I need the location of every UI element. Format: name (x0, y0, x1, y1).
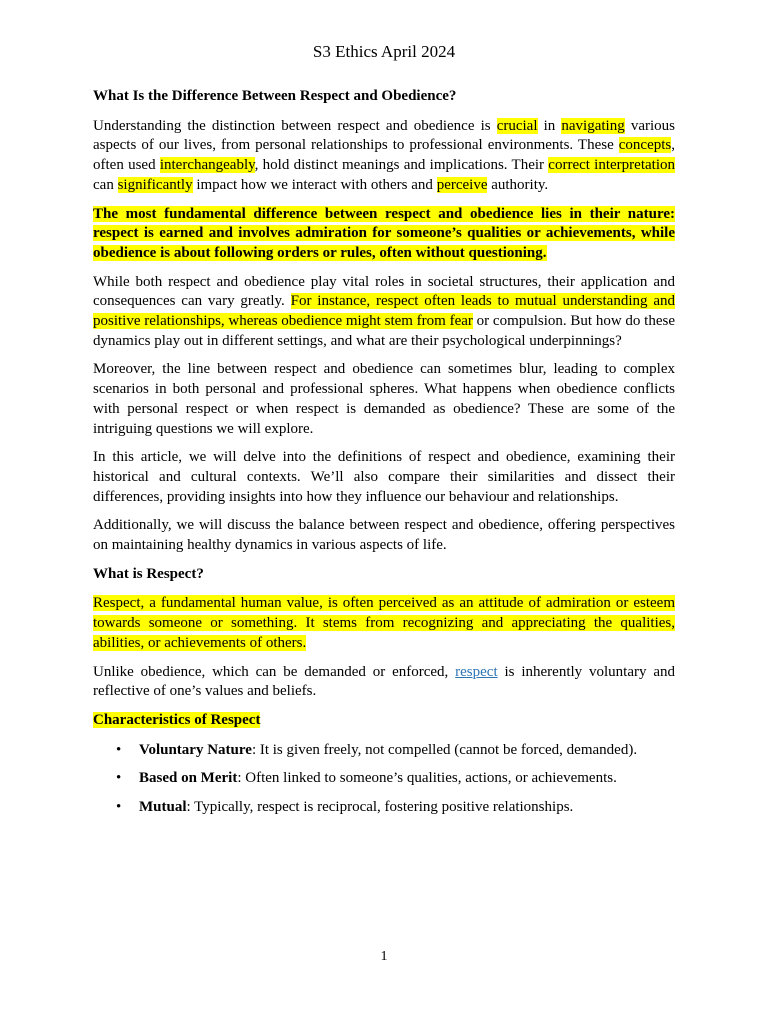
highlighted-text: significantly (117, 176, 193, 193)
text-run: Unlike obedience, which can be demanded or enforced, (93, 663, 456, 680)
text-run: Understanding the distinction between respect and obedience is (93, 117, 497, 134)
list-item: • Based on Merit: Often linked to someone’s qualities, actions, or achievements. (139, 769, 675, 789)
section-heading-respect: What is Respect? (93, 565, 204, 582)
paragraph-blur: Moreover, the line between respect and obedience can sometimes blur, leading to complex scenarios in both personal and professional spheres. What happens when obedience conflicts with personal respect or when respect is demanded as obedience? These are some of the intriguing questions we will explore. (93, 361, 675, 437)
text-run: , often used (93, 137, 675, 174)
text-run: authority. (487, 176, 549, 193)
paragraph-balance: Additionally, we will discuss the balance between respect and obedience, offering perspectives on maintaining healthy dynamics in various aspects of life. (93, 517, 675, 554)
highlighted-text: crucial (496, 117, 538, 134)
page-number: 1 (380, 949, 388, 964)
list-item: • Voluntary Nature: It is given freely, not compelled (cannot be forced, demanded). (139, 741, 675, 761)
text-run: in (537, 117, 562, 134)
paragraph-article-overview: In this article, we will delve into the definitions of respect and obedience, examining their historical and cultural contexts. We’ll also compare their similarities and dissect their differences, providing insights into how they influence our behaviour and relationships. (93, 449, 675, 505)
highlighted-text: navigating (561, 117, 625, 134)
highlighted-text: concepts (618, 137, 672, 154)
text-run: impact how we interact with others and (192, 176, 437, 193)
list-item: • Mutual: Typically, respect is reciprocal, fostering positive relationships. (139, 798, 675, 818)
highlighted-text: Respect, a fundamental human value, is often perceived as an attitude of admiration or esteem towards someone or something. It stems from recognizing and appreciating the qualities, abilities, or achievements of others. (93, 595, 675, 651)
paragraph-intro (93, 117, 675, 196)
highlighted-text: perceive (436, 176, 488, 193)
paragraph-roles (93, 273, 675, 352)
subheading-characteristics: Characteristics of Respect (93, 711, 261, 728)
document-body (93, 87, 675, 827)
paragraph-respect-voluntary (93, 663, 675, 702)
respect-link[interactable]: respect (455, 663, 498, 680)
text-run: can (93, 176, 118, 193)
highlighted-text: correct interpretation (548, 157, 675, 174)
characteristics-list (93, 741, 675, 818)
highlighted-text: interchangeably (159, 157, 255, 174)
text-run: is inherently voluntary and reflective of one’s values and beliefs. (93, 663, 675, 700)
text-run: or compulsion. But how do these dynamics play out in different settings, and what are their psychological underpinnings? (93, 313, 675, 349)
highlighted-text: The most fundamental difference between respect and obedience lies in their nature: respect is earned and involves admiration for someone’s qualities or achievements, while obedience is about following orders or rules, often without questioning. (93, 205, 675, 261)
text-run: While both respect and obedience play vital roles in societal structures, their application and consequences can vary greatly. (93, 273, 675, 310)
document-header-title: S3 Ethics April 2024 (312, 42, 456, 61)
highlighted-text: For instance, respect often leads to mutual understanding and positive relationships, whereas obedience might stem from fear (93, 293, 675, 330)
section-heading-difference: What Is the Difference Between Respect and Obedience? (93, 88, 457, 104)
paragraph-key-difference (93, 205, 675, 264)
text-run: , hold distinct meanings and implications. Their (254, 157, 549, 174)
text-run: various aspects of our lives, from personal relationships to professional environments. These (93, 117, 675, 154)
paragraph-respect-definition (93, 594, 675, 653)
